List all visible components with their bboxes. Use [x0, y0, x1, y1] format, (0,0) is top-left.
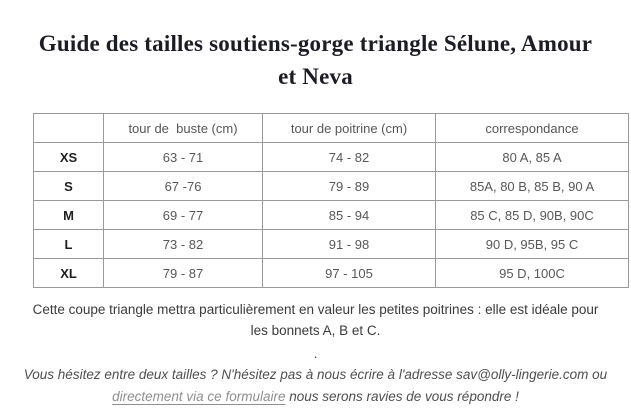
table-row-xl	[34, 259, 629, 288]
contact-text-suffix: nous serons ravies de vous répondre !	[285, 389, 519, 404]
table-row-l	[34, 230, 629, 259]
poitrine-value: 79 - 89	[263, 172, 436, 201]
poitrine-value: 74 - 82	[263, 143, 436, 172]
poitrine-value: 97 - 105	[263, 259, 436, 288]
contact-text-middle: ou	[588, 367, 608, 382]
buste-value: 69 - 77	[104, 201, 263, 230]
size-label: XL	[34, 259, 104, 288]
poitrine-value: 91 - 98	[263, 230, 436, 259]
size-label: XS	[34, 143, 104, 172]
size-table	[33, 113, 629, 288]
poitrine-value: 85 - 94	[263, 201, 436, 230]
header-tour-de-poitrine: tour de poitrine (cm)	[263, 114, 436, 143]
contact-email: sav@olly-lingerie.com	[456, 367, 589, 382]
correspondance-value: 95 D, 100C	[436, 259, 629, 288]
correspondance-value: 90 D, 95B, 95 C	[436, 230, 629, 259]
table-header-row	[34, 114, 629, 143]
contact-note	[23, 364, 609, 408]
size-label: S	[34, 172, 104, 201]
fit-note: Cette coupe triangle mettra particulièrement en valeur les petites poitrines : elle est idéale pour les bonnets A, B et C.	[32, 302, 599, 338]
contact-text-prefix: Vous hésitez entre deux tailles ? N'hésitez pas à nous écrire à l'adresse	[23, 367, 457, 382]
buste-value: 73 - 82	[104, 230, 263, 259]
buste-value: 67 -76	[104, 172, 263, 201]
buste-value: 79 - 87	[104, 259, 263, 288]
correspondance-value: 85 C, 85 D, 90B, 90C	[436, 201, 629, 230]
table-row-xs	[34, 143, 629, 172]
header-correspondance: correspondance	[436, 114, 629, 143]
table-row-s	[34, 172, 629, 201]
page-title: Guide des tailles soutiens-gorge triangle Sélune, Amour et Neva	[38, 31, 593, 89]
table-row-m	[34, 201, 629, 230]
header-size	[34, 114, 104, 143]
correspondance-value: 85A, 80 B, 85 B, 90 A	[436, 172, 629, 201]
size-label: M	[34, 201, 104, 230]
buste-value: 63 - 71	[104, 143, 263, 172]
contact-form-link[interactable]: directement via ce formulaire	[112, 389, 286, 404]
correspondance-value: 80 A, 85 A	[436, 143, 629, 172]
separator-dot: .	[313, 346, 318, 361]
header-tour-de-buste: tour de buste (cm)	[104, 114, 263, 143]
size-label: L	[34, 230, 104, 259]
